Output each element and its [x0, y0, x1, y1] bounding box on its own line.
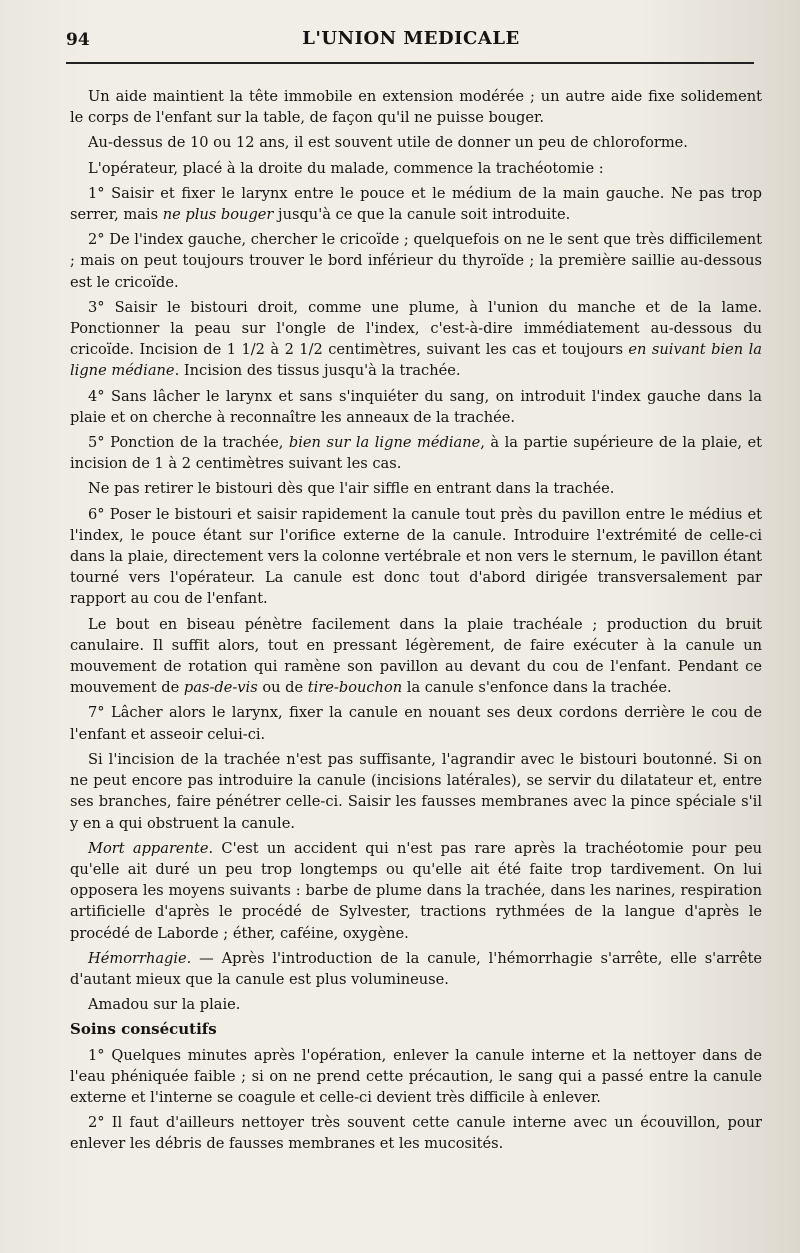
header-rule [66, 62, 754, 64]
paragraph: 3° Saisir le bistouri droit, comme une plume, à l'union du manche et de la lame. Ponctionner la peau sur l'ongle de l'index, c'est-à-dire immédiatement au-dessous du cricoïde. Incision de 1 1/2 à 2 1/2 centimètres, suivant les cas et toujours en suivant bien la ligne médiane. Incision des tissus jusqu'à la trachée. [70, 298, 762, 380]
paragraph: Ne pas retirer le bistouri dès que l'air siffle en entrant dans la trachée. [88, 480, 615, 498]
paragraph: Mort apparente. C'est un accident qui n'est pas rare après la trachéotomie pour peu qu'elle ait duré un peu trop longtemps ou qu'elle ait été faite trop tardivement. On lui opposera les moyens suivants : barbe de plume dans la trachée, dans les narines, respiration artificielle d'après le procédé de Sylvester, tractions rythmées de la langue d'après le procédé de Laborde ; éther, caféine, oxygène. [70, 839, 762, 942]
paragraph: 7° Lâcher alors le larynx, fixer la canule en nouant ses deux cordons derrière le cou de l'enfant et asseoir celui-ci. [70, 704, 762, 743]
paragraph: Le bout en biseau pénètre facilement dans la plaie trachéale ; production du bruit canulaire. Il suffit alors, tout en pressant légèrement, de faire exécuter à la canule un mouvement de rotation qui ramène son pavillon au devant du cou de l'enfant. Pendant ce mouvement de pas-de-vis ou de tire-bouchon la canule s'enfonce dans la trachée. [70, 615, 762, 697]
section-title: Soins consécutifs [70, 1020, 217, 1039]
paragraph: Si l'incision de la trachée n'est pas suffisante, l'agrandir avec le bistouri boutonné. Si on ne peut encore pas introduire la canule (incisions latérales), se servir du dilatateur et, entre ses branches, faire pénétrer celle-ci. Saisir les fausses membranes avec la pince spéciale s'il y en a qui obstruent la canule. [70, 750, 762, 832]
paragraph: Hémorrhagie. — Après l'introduction de la canule, l'hémorrhagie s'arrête, elle s'arrête d'autant mieux que la canule est plus volumineuse. [70, 949, 762, 988]
page-header [66, 24, 756, 60]
paragraph: Un aide maintient la tête immobile en extension modérée ; un autre aide fixe solidement le corps de l'enfant sur la table, de façon qu'il ne puisse bouger. [70, 88, 762, 127]
paragraph: 1° Saisir et fixer le larynx entre le pouce et le médium de la main gauche. Ne pas trop serrer, mais ne plus bouger jusqu'à ce que la canule soit introduite. [70, 184, 762, 224]
running-title: L'UNION MEDICALE [302, 28, 520, 49]
paragraph: 2° Il faut d'ailleurs nettoyer très souvent cette canule interne avec un écouvillon, pour enlever les débris de fausses membranes et les mucosités. [70, 1114, 762, 1153]
paragraph: 2° De l'index gauche, chercher le cricoïde ; quelquefois on ne le sent que très difficilement ; mais on peut toujours trouver le bord inférieur du thyroïde ; la première saillie au-dessous est le cricoïde. [70, 231, 762, 291]
paragraph: Amadou sur la plaie. [88, 996, 241, 1014]
page-number: 94 [66, 30, 90, 50]
paragraph: 1° Quelques minutes après l'opération, enlever la canule interne et la nettoyer dans de l'eau phéniquée faible ; si on ne prend cette précaution, le sang qui a passé entre la canule externe et l'interne se coagule et celle-ci devient très difficile à enlever. [70, 1046, 762, 1106]
paragraph: 5° Ponction de la trachée, bien sur la ligne médiane, à la partie supérieure de la plaie, et incision de 1 à 2 centimètres suivant les cas. [70, 434, 763, 473]
paragraph: 4° Sans lâcher le larynx et sans s'inquiéter du sang, on introduit l'index gauche dans la plaie et on cherche à reconnaître les anneaux de la trachée. [70, 387, 762, 426]
body-text [70, 86, 762, 1159]
paragraph: L'opérateur, placé à la droite du malade, commence la trachéotomie : [88, 159, 604, 177]
paragraph: 6° Poser le bistouri et saisir rapidement la canule tout près du pavillon entre le médius et l'index, le pouce étant sur l'orifice externe de la canule. Introduire l'extrémité de celle-ci dans la plaie, directement vers la colonne vertébrale et non vers le sternum, le pavillon étant tourné vers l'opérateur. La canule est donc tout d'abord dirigée transversalement par rapport au cou de l'enfant. [70, 505, 762, 608]
paragraph: Au-dessus de 10 ou 12 ans, il est souvent utile de donner un peu de chloroforme. [88, 134, 688, 152]
